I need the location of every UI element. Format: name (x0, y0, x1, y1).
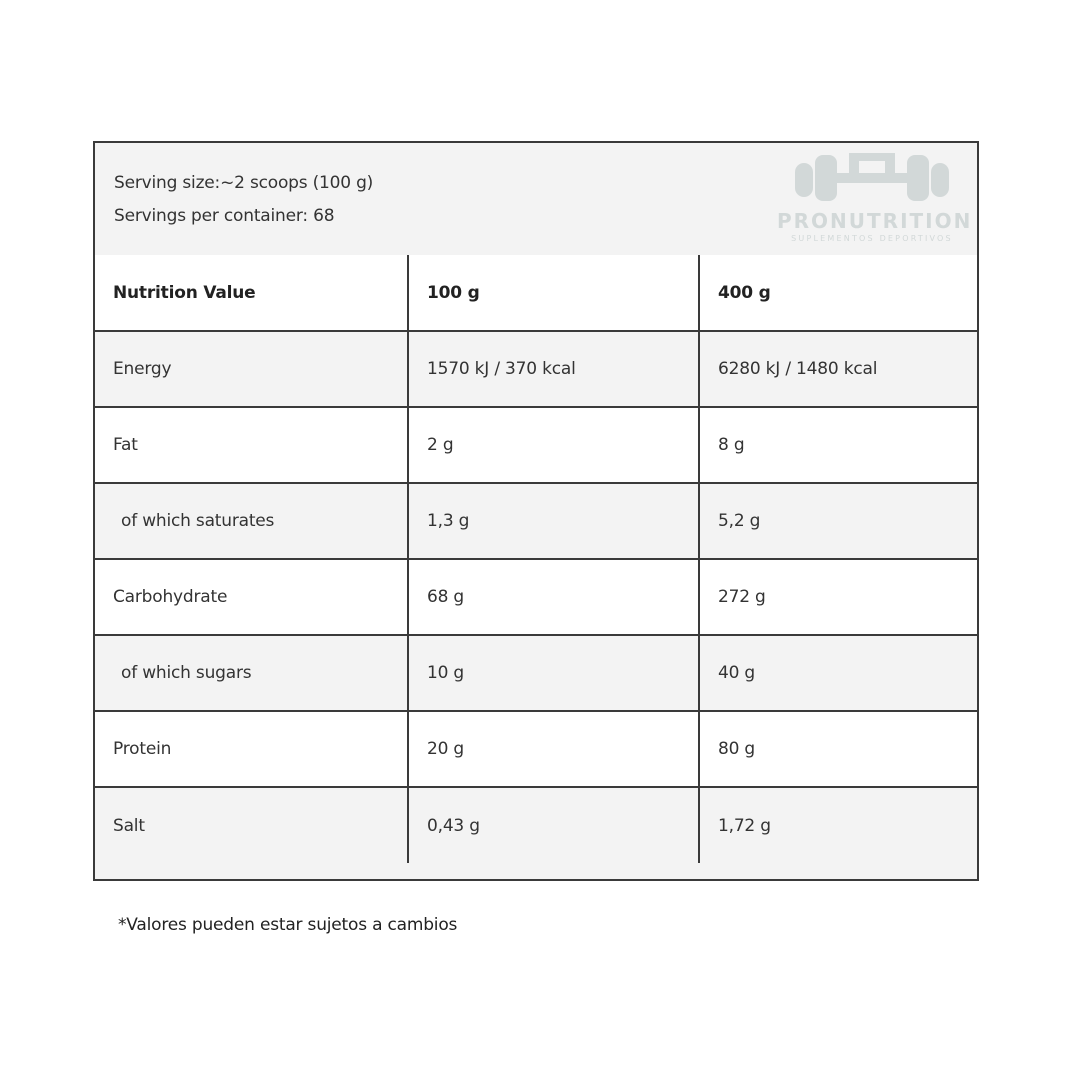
header-nutrition-value: Nutrition Value (95, 255, 408, 331)
header-400g: 400 g (699, 255, 977, 331)
row-value-400g: 1,72 g (699, 787, 977, 863)
row-value-400g: 40 g (699, 635, 977, 711)
row-value-400g: 6280 kJ / 1480 kcal (699, 331, 977, 407)
logo-brand-text: PRONUTRITION (777, 209, 973, 233)
serving-size: Serving size:~2 scoops (100 g) (114, 173, 374, 193)
row-label: of which sugars (95, 635, 408, 711)
row-label: Fat (95, 407, 408, 483)
row-label: Salt (95, 787, 408, 863)
serving-info-box (95, 143, 977, 257)
dumbbell-icon (777, 149, 967, 209)
table-row (95, 787, 977, 863)
row-value-100g: 20 g (408, 711, 699, 787)
servings-per-container: Servings per container: 68 (114, 206, 335, 226)
row-value-400g: 5,2 g (699, 483, 977, 559)
row-value-100g: 2 g (408, 407, 699, 483)
logo-tagline: SUPLEMENTOS DEPORTIVOS (791, 234, 953, 243)
footnote: *Valores pueden estar sujetos a cambios (118, 915, 458, 935)
row-value-100g: 68 g (408, 559, 699, 635)
row-value-400g: 272 g (699, 559, 977, 635)
table-row (95, 711, 977, 787)
header-100g: 100 g (408, 255, 699, 331)
row-value-400g: 8 g (699, 407, 977, 483)
row-label: Carbohydrate (95, 559, 408, 635)
row-value-400g: 80 g (699, 711, 977, 787)
row-value-100g: 1,3 g (408, 483, 699, 559)
nutrition-panel (93, 141, 979, 881)
table-row (95, 635, 977, 711)
row-value-100g: 1570 kJ / 370 kcal (408, 331, 699, 407)
table-row (95, 407, 977, 483)
row-label: Energy (95, 331, 408, 407)
row-label: Protein (95, 711, 408, 787)
brand-logo (777, 149, 973, 247)
table-row (95, 559, 977, 635)
row-value-100g: 0,43 g (408, 787, 699, 863)
row-value-100g: 10 g (408, 635, 699, 711)
table-row (95, 483, 977, 559)
table-row (95, 331, 977, 407)
nutrition-table (95, 255, 977, 863)
row-label: of which saturates (95, 483, 408, 559)
table-header-row (95, 255, 977, 331)
